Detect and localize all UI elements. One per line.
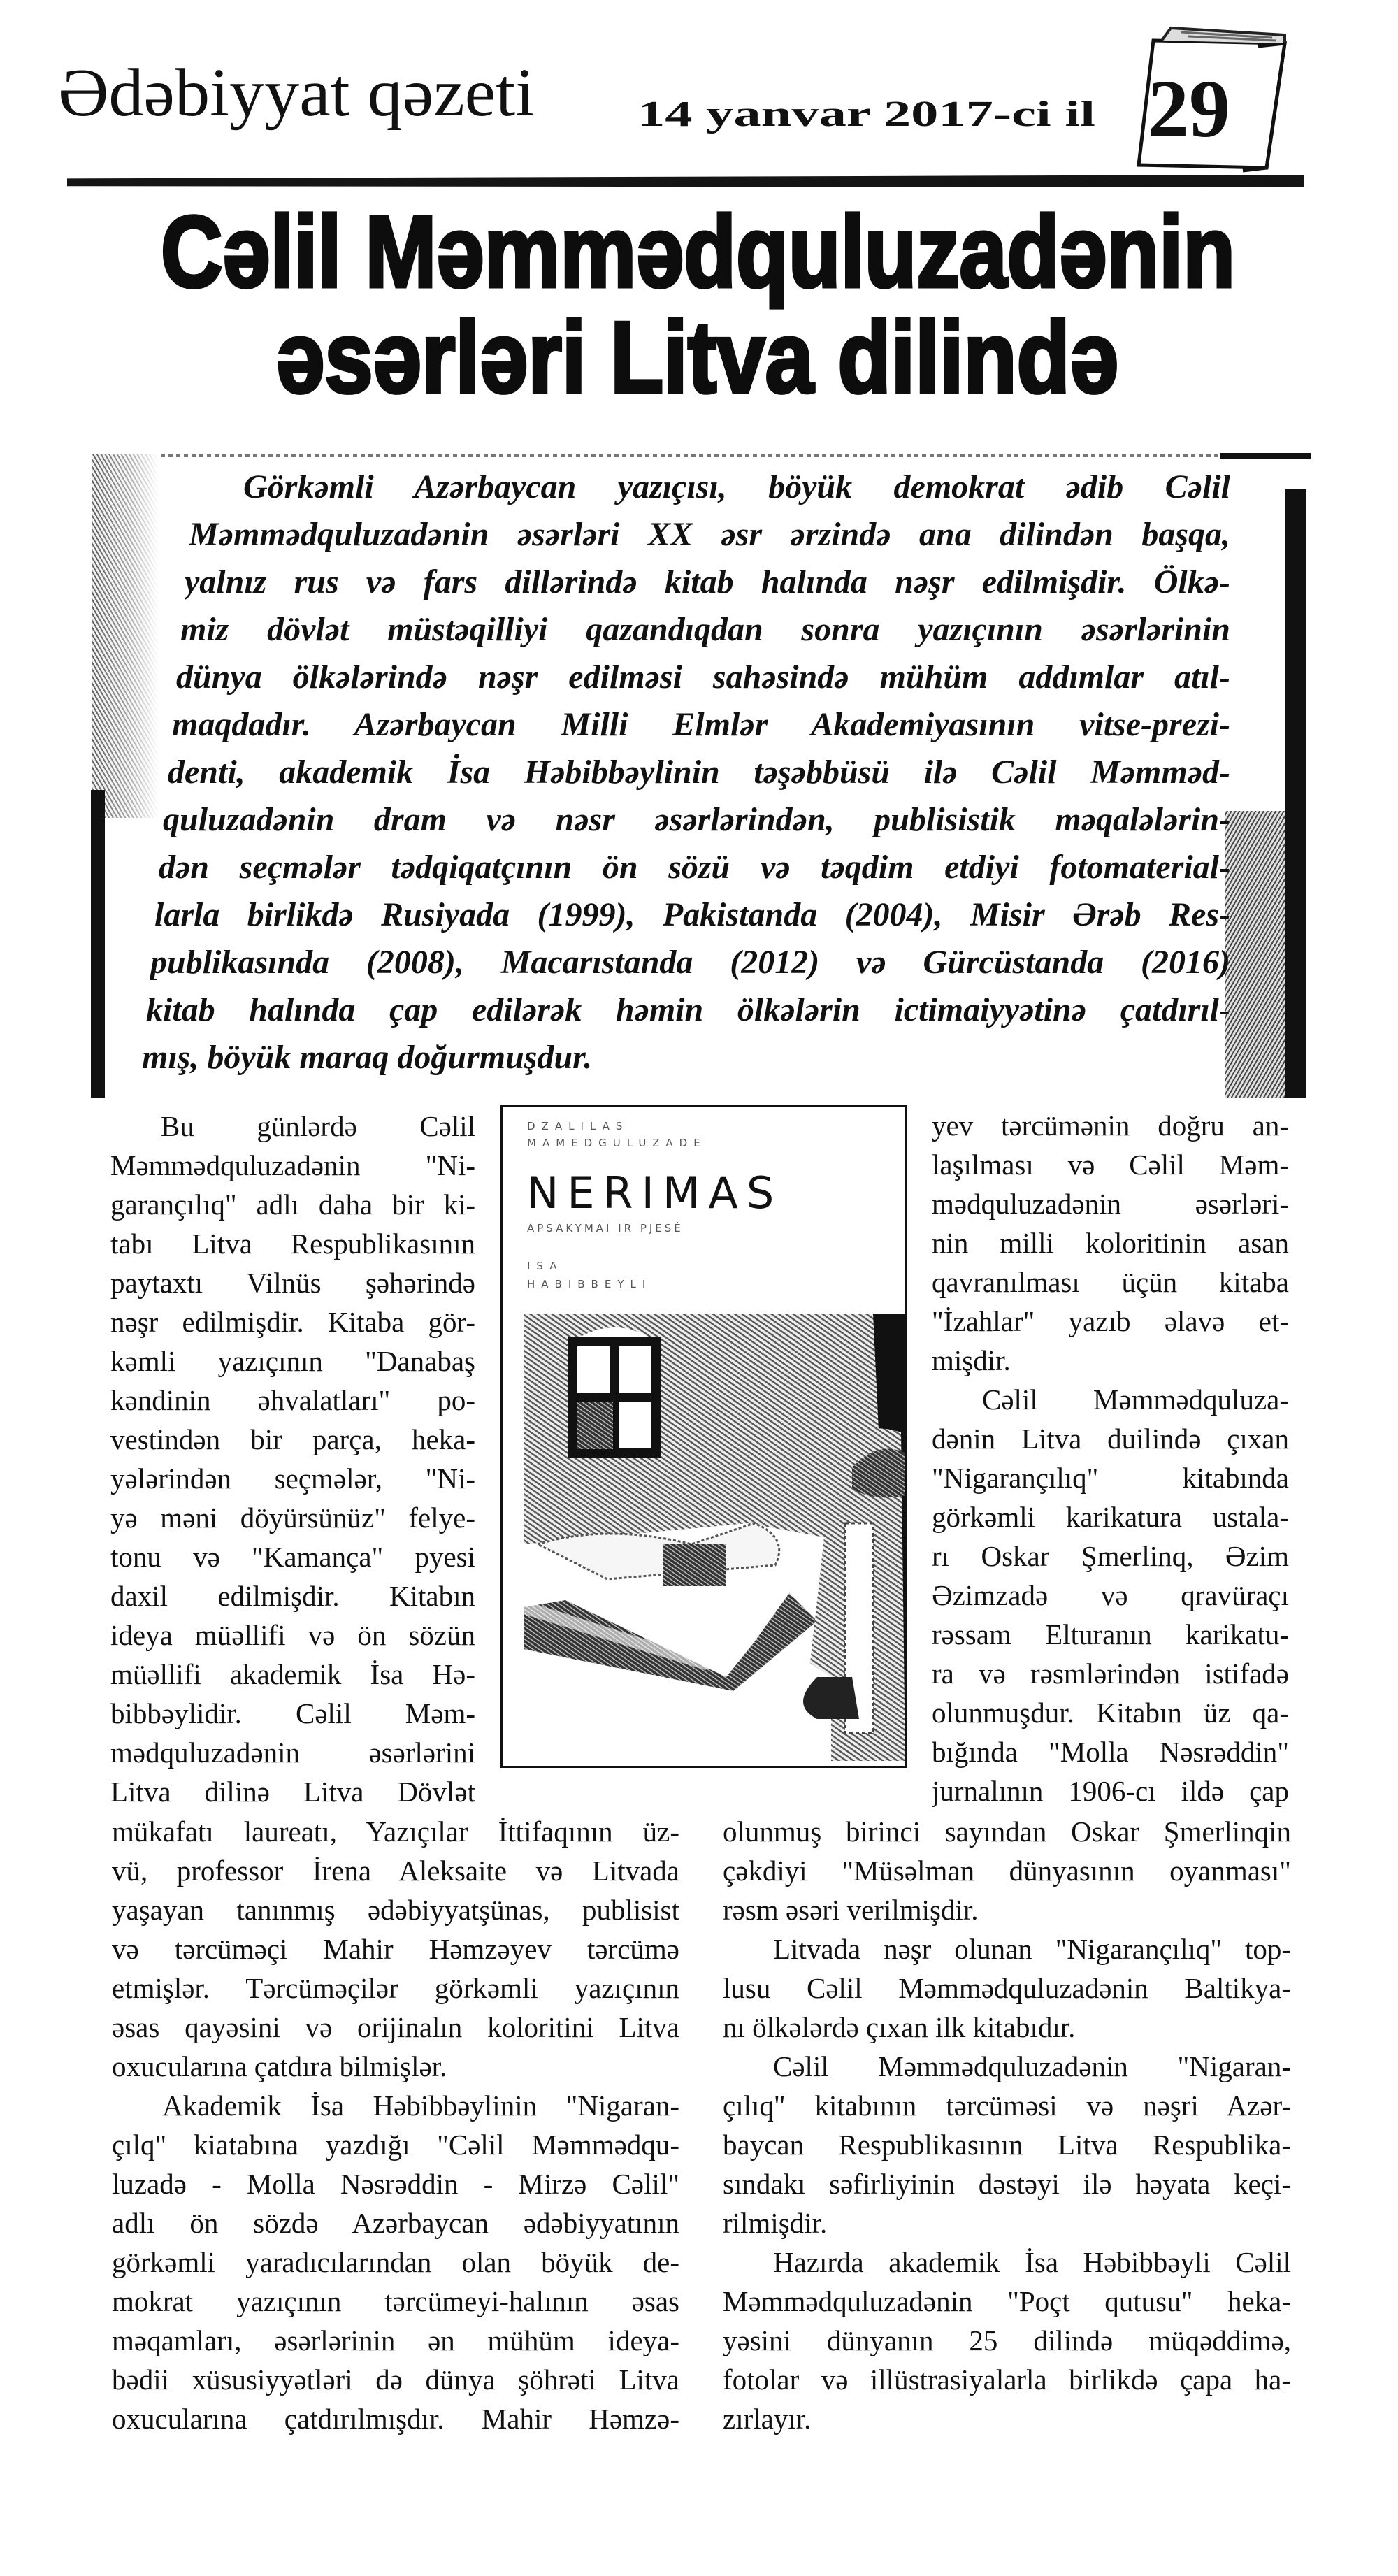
text-line: "Nigarançılıq" kitabında: [932, 1462, 1289, 1494]
text-line: laşılması və Cəlil Məm-: [932, 1149, 1289, 1181]
newspaper-title: Ədəbiyyat qəzeti: [58, 55, 535, 131]
text-line: sındakı səfirliyinin dəstəyi ilə həyata keçi-: [723, 2168, 1291, 2200]
text-line: Əzimzadə və qravüraçı: [932, 1579, 1289, 1611]
text-line: kəmli yazıçının "Danabaş: [110, 1345, 475, 1377]
lead-box-right-border: [1285, 489, 1306, 1098]
text-line: oxucularına çatdıra bilmişlər.: [112, 2050, 447, 2082]
lead-text-line: yalnız rus və fars dillərində kitab halında nəşr edilmişdir. Ölkə-: [185, 563, 1230, 600]
text-line: lusu Cəlil Məmmədquluzadənin Baltikya-: [723, 1972, 1291, 2004]
text-line: rilmişdir.: [723, 2207, 828, 2239]
lead-box-corner: [1220, 453, 1311, 459]
text-line: çılq" kiatabına yazdığı "Cəlil Məmmədqu-: [112, 2129, 679, 2161]
text-line: vü, professor İrena Aleksaite və Litvada: [112, 1855, 679, 1887]
page-number: 29: [1148, 63, 1230, 154]
text-line: jurnalının 1906-cı ildə çap: [932, 1775, 1289, 1807]
lead-text-line: Görkəmli Azərbaycan yazıçısı, böyük demokrat ədib Cəlil: [243, 468, 1230, 505]
text-line: rəssam Elturanın karikatu-: [932, 1618, 1289, 1650]
lead-text-line: publikasında (2008), Macarıstanda (2012) və Gürcüstanda (2016): [150, 944, 1230, 981]
body-lower-left: [112, 1812, 679, 2438]
text-line: məqamları, əsərlərinin ən mühüm ideya-: [112, 2324, 679, 2356]
text-line: mokrat yazıçının tərcümeyi-halının əsas: [112, 2285, 679, 2317]
text-line: Litva dilinə Litva Dövlət: [110, 1776, 475, 1808]
body-column-left: [110, 1107, 475, 1811]
text-line: görkəmli yaradıcılarından olan böyük de-: [112, 2246, 679, 2278]
cover-illustration: [524, 1314, 905, 1761]
text-line: qavranılması üçün kitaba: [932, 1266, 1289, 1298]
text-line: oxucularına çatdırılmışdır. Mahir Həmzə-: [112, 2403, 679, 2435]
text-line: Məmmədquluzadənin "Poçt qutusu" heka-: [723, 2285, 1291, 2317]
text-line: Cəlil Məmmədquluzadənin "Nigaran-: [773, 2050, 1291, 2082]
text-line: çılıq" kitabının tərcüməsi və nəşri Azər-: [723, 2089, 1291, 2122]
lead-text-line: dünya ölkələrində nəşr edilməsi sahəsində mühüm addımlar atıl-: [176, 659, 1230, 696]
text-line: bədii xüsusiyyətləri də dünya şöhrəti Litva: [112, 2363, 679, 2396]
text-line: mədquluzadənin əsərləri-: [932, 1188, 1289, 1220]
text-line: luzadə - Molla Nəsrəddin - Mirzə Cəlil": [112, 2168, 679, 2200]
text-line: əsas qayəsini və orijinalın koloritini Litva: [112, 2011, 679, 2043]
text-line: garançılıq" adlı daha bir ki-: [110, 1188, 475, 1221]
text-line: dənin Litva duilində çıxan: [932, 1423, 1289, 1455]
text-line: Hazırda akademik İsa Həbibbəyli Cəlil: [773, 2246, 1291, 2278]
cover-title: NERIMAS: [526, 1167, 783, 1218]
text-line: bığında "Molla Nəsrəddin": [932, 1736, 1289, 1768]
text-line: rəsm əsəri verilmişdir.: [723, 1894, 979, 1926]
cover-editor-last: HABIBBEYLI: [527, 1278, 652, 1290]
cover-subtitle: APSAKYMAI IR PJESĖ: [527, 1222, 684, 1235]
text-line: yev tərcümənin doğru an-: [932, 1109, 1289, 1142]
text-line: nəşr edilmişdir. Kitaba gör-: [110, 1306, 475, 1338]
text-line: etmişlər. Tərcüməçilər görkəmli yazıçının: [112, 1972, 679, 2004]
lead-text-line: dən seçmələr tədqiqatçının ön sözü və təqdim etdiyi fotomaterial-: [159, 849, 1230, 886]
text-line: kəndinin əhvalatları" po-: [110, 1384, 475, 1416]
text-line: müəllifi akademik İsa Hə-: [110, 1658, 475, 1690]
cover-author-last: MAMEDGULUZADE: [527, 1137, 707, 1149]
text-line: və tərcüməçi Mahir Həmzəyev tərcümə: [112, 1933, 679, 1965]
lead-box-left-border: [91, 790, 105, 1098]
lead-text-line: larla birlikdə Rusiyada (1999), Pakistanda (2004), Misir Ərəb Res-: [154, 896, 1230, 933]
lead-text-line: maqdadır. Azərbaycan Milli Elmlər Akademiyasının vitse-prezi-: [172, 706, 1230, 743]
text-line: olunmuşdur. Kitabın üz qa-: [932, 1697, 1289, 1729]
text-line: bibbəylidir. Cəlil Məm-: [110, 1697, 475, 1729]
cover-author-first: DZALILAS: [527, 1120, 629, 1132]
text-line: vestindən bir parça, heka-: [110, 1423, 475, 1455]
lead-text-line: quluzadənin dram və nəsr əsərlərindən, publisistik məqalələrin-: [163, 801, 1230, 838]
cover-editor-first: ISA: [527, 1260, 563, 1272]
masthead: [0, 0, 1398, 419]
headline-line-1: Cəlil Məmmədquluzadənin: [161, 195, 1235, 308]
text-line: Litvada nəşr olunan "Nigarançılıq" top-: [773, 1933, 1291, 1965]
text-line: mişdir.: [932, 1344, 1011, 1376]
headline-line-2: əsərləri Litva dilində: [276, 301, 1118, 414]
text-line: yəsini dünyanın 25 dilində müqəddimə,: [723, 2324, 1291, 2356]
body-column-right: [932, 1106, 1289, 1811]
calendar-page-icon: [1139, 28, 1285, 171]
text-line: mükafatı laureatı, Yazıçılar İttifaqının üz-: [112, 1815, 679, 1848]
lead-text-line: Məmmədquluzadənin əsərləri XX əsr ərzində ana dilindən başqa,: [189, 516, 1230, 553]
text-line: paytaxtı Vilnüs şəhərində: [110, 1267, 475, 1299]
text-line: ideya müəllifi və ön sözün: [110, 1619, 475, 1651]
text-line: yaşayan tanınmış ədəbiyyatşünas, publisist: [112, 1894, 679, 1926]
text-line: Bu günlərdə Cəlil: [161, 1110, 475, 1142]
book-cover-image: [500, 1105, 907, 1768]
body-lower-right: [723, 1812, 1291, 2438]
lead-text-line: miz dövlət müstəqilliyi qazandıqdan sonra yazıçının əsərlərinin: [180, 611, 1230, 648]
lead-text-line: denti, akademik İsa Həbibbəylinin təşəbbüsü ilə Cəlil Məmməd-: [168, 754, 1230, 791]
lead-text-line: mış, böyük maraq doğurmuşdur.: [142, 1039, 593, 1076]
text-line: Cəlil Məmmədquluza-: [982, 1383, 1289, 1416]
text-line: adlı ön sözdə Azərbaycan ədəbiyyatının: [112, 2207, 679, 2239]
text-line: yə məni döyürsünüz" felye-: [110, 1502, 475, 1534]
text-line: görkəmli karikatura ustala-: [932, 1501, 1289, 1533]
lead-box-right-shading: [1225, 811, 1285, 1098]
text-line: mədquluzadənin əsərlərini: [110, 1736, 475, 1769]
text-line: ra və rəsmlərindən istifadə: [932, 1657, 1289, 1690]
text-line: rı Oskar Şmerlinq, Əzim: [932, 1540, 1289, 1572]
text-line: zırlayır.: [723, 2403, 812, 2435]
text-line: nı ölkələrdə çıxan ilk kitabıdır.: [723, 2011, 1076, 2043]
text-line: olunmuş birinci sayından Oskar Şmerlinqin: [723, 1815, 1291, 1848]
text-line: tonu və "Kamança" pyesi: [110, 1541, 475, 1573]
text-line: tabı Litva Respublikasının: [110, 1228, 475, 1260]
text-line: Məmmədquluzadənin "Ni-: [110, 1149, 475, 1181]
text-line: fotolar və illüstrasiyalarla birlikdə çapa ha-: [723, 2363, 1291, 2396]
text-line: yələrindən seçmələr, "Ni-: [110, 1462, 475, 1495]
text-line: Akademik İsa Həbibbəylinin "Nigaran-: [162, 2089, 679, 2122]
text-line: baycan Respublikasının Litva Respublika-: [723, 2129, 1291, 2161]
issue-date: 14 yanvar 2017-ci il: [637, 94, 1095, 134]
lead-text-line: kitab halında çap edilərək həmin ölkələrin ictimaiyyətinə çatdırıl-: [146, 991, 1230, 1028]
text-line: "İzahlar" yazıb əlavə et-: [932, 1305, 1289, 1337]
text-line: nin milli koloritinin asan: [932, 1227, 1289, 1259]
text-line: daxil edilmişdir. Kitabın: [110, 1580, 475, 1612]
lead-box-left-shading: [92, 454, 159, 818]
text-line: çəkdiyi "Müsəlman dünyasının oyanması": [723, 1855, 1291, 1887]
lead-box-top-border: [161, 454, 1230, 457]
